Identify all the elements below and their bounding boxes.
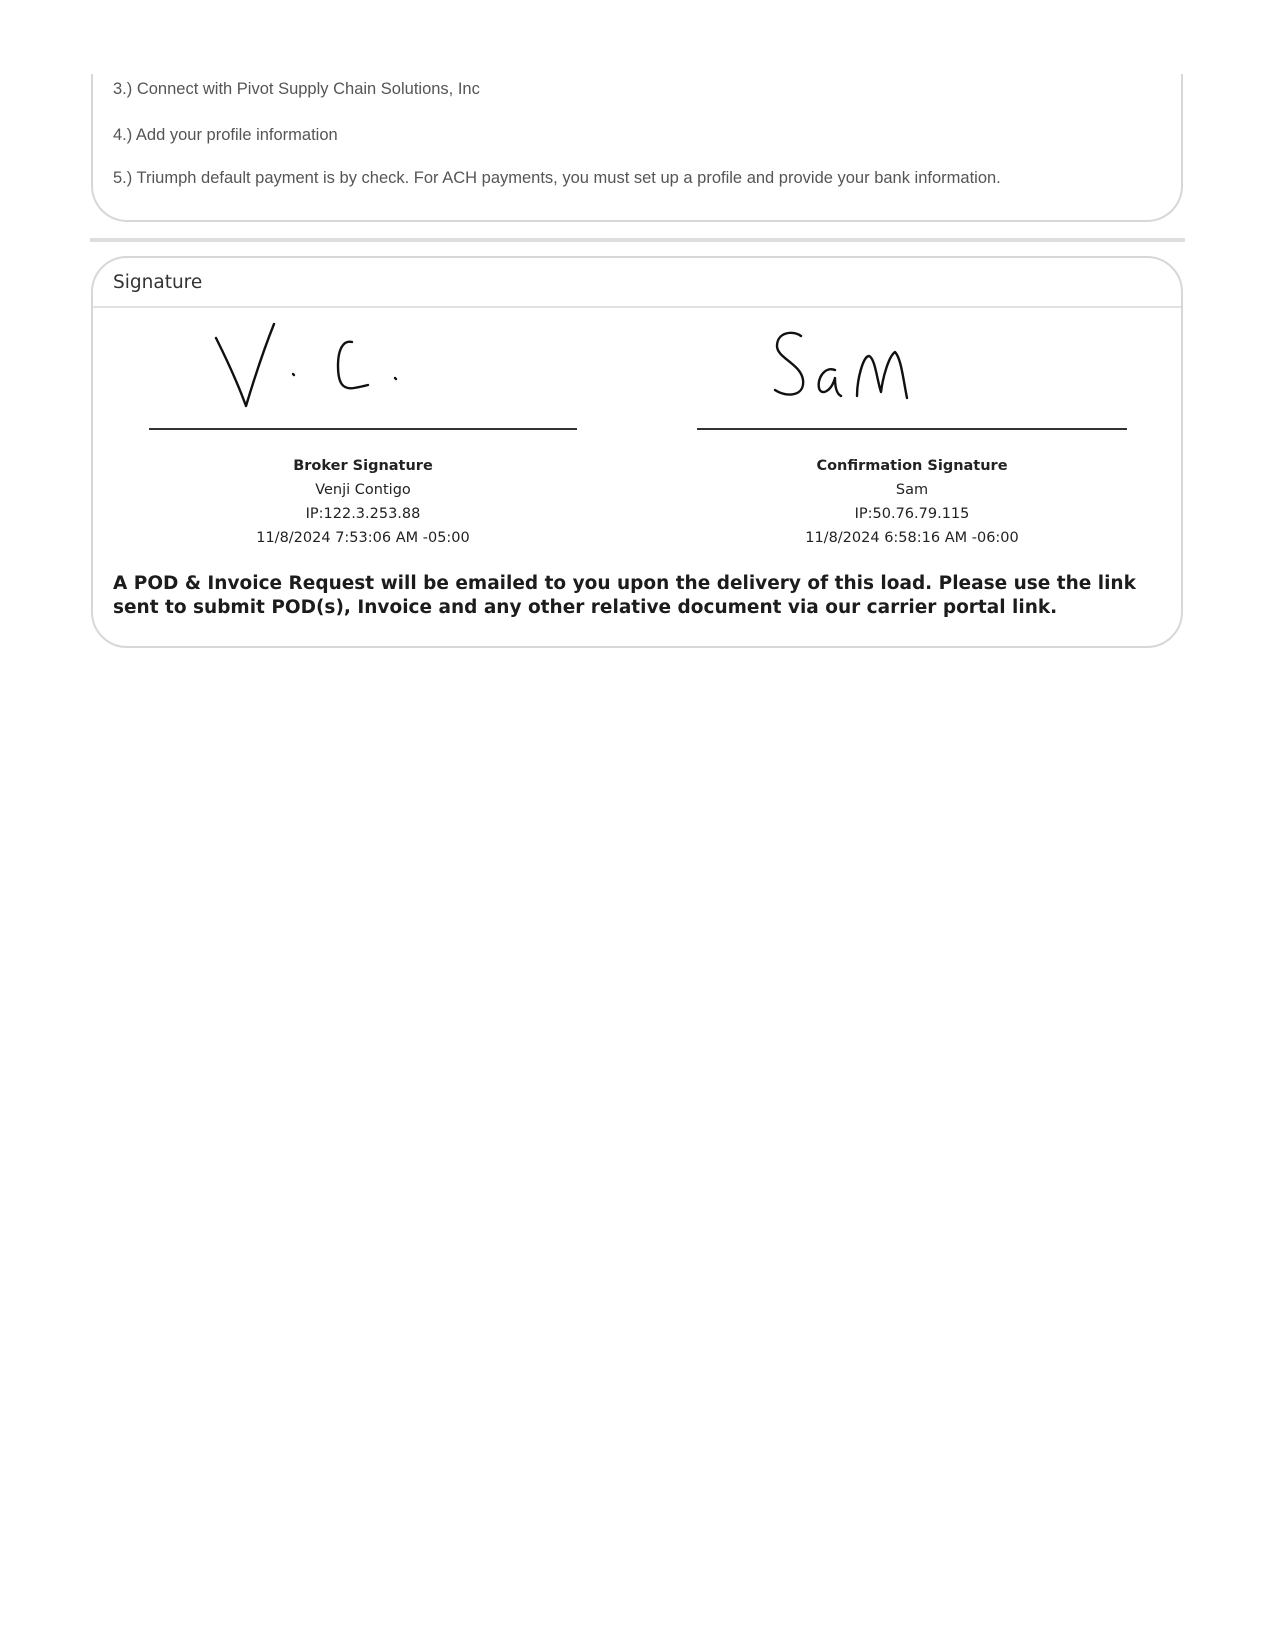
confirmation-signature-block [697, 454, 1127, 550]
confirmation-timestamp: 11/8/2024 6:58:16 AM -06:00 [805, 530, 1019, 546]
confirmation-signature-label: Confirmation Signature [816, 458, 1008, 474]
instruction-step-3: 3.) Connect with Pivot Supply Chain Solutions, Inc [113, 80, 480, 98]
broker-signature-line [149, 428, 577, 430]
instruction-step-5: 5.) Triumph default payment is by check. For ACH payments, you must set up a profile and provide your bank information. [113, 169, 1001, 187]
broker-signature-block [148, 454, 578, 550]
signature-panel [91, 256, 1183, 648]
broker-name: Venji Contigo [315, 482, 411, 498]
confirmation-handwritten-signature [697, 322, 1127, 422]
signature-panel-title: Signature [113, 272, 203, 293]
section-divider [90, 238, 1185, 242]
pod-invoice-notice: A POD & Invoice Request will be emailed to you upon the delivery of this load. Please use the link sent to submit POD(s), Invoice and any other relative document via our carrier portal link. [113, 573, 1136, 618]
instruction-step-4: 4.) Add your profile information [113, 126, 338, 144]
confirmation-name: Sam [895, 482, 929, 498]
signature-panel-header [93, 258, 1181, 308]
instructions-panel [91, 74, 1183, 222]
broker-ip: IP:122.3.253.88 [305, 506, 421, 522]
broker-timestamp: 11/8/2024 7:53:06 AM -05:00 [256, 530, 470, 546]
confirmation-signature-line [697, 428, 1127, 430]
confirmation-ip: IP:50.76.79.115 [854, 506, 970, 522]
broker-signature-label: Broker Signature [293, 458, 433, 474]
broker-handwritten-signature [148, 322, 578, 422]
